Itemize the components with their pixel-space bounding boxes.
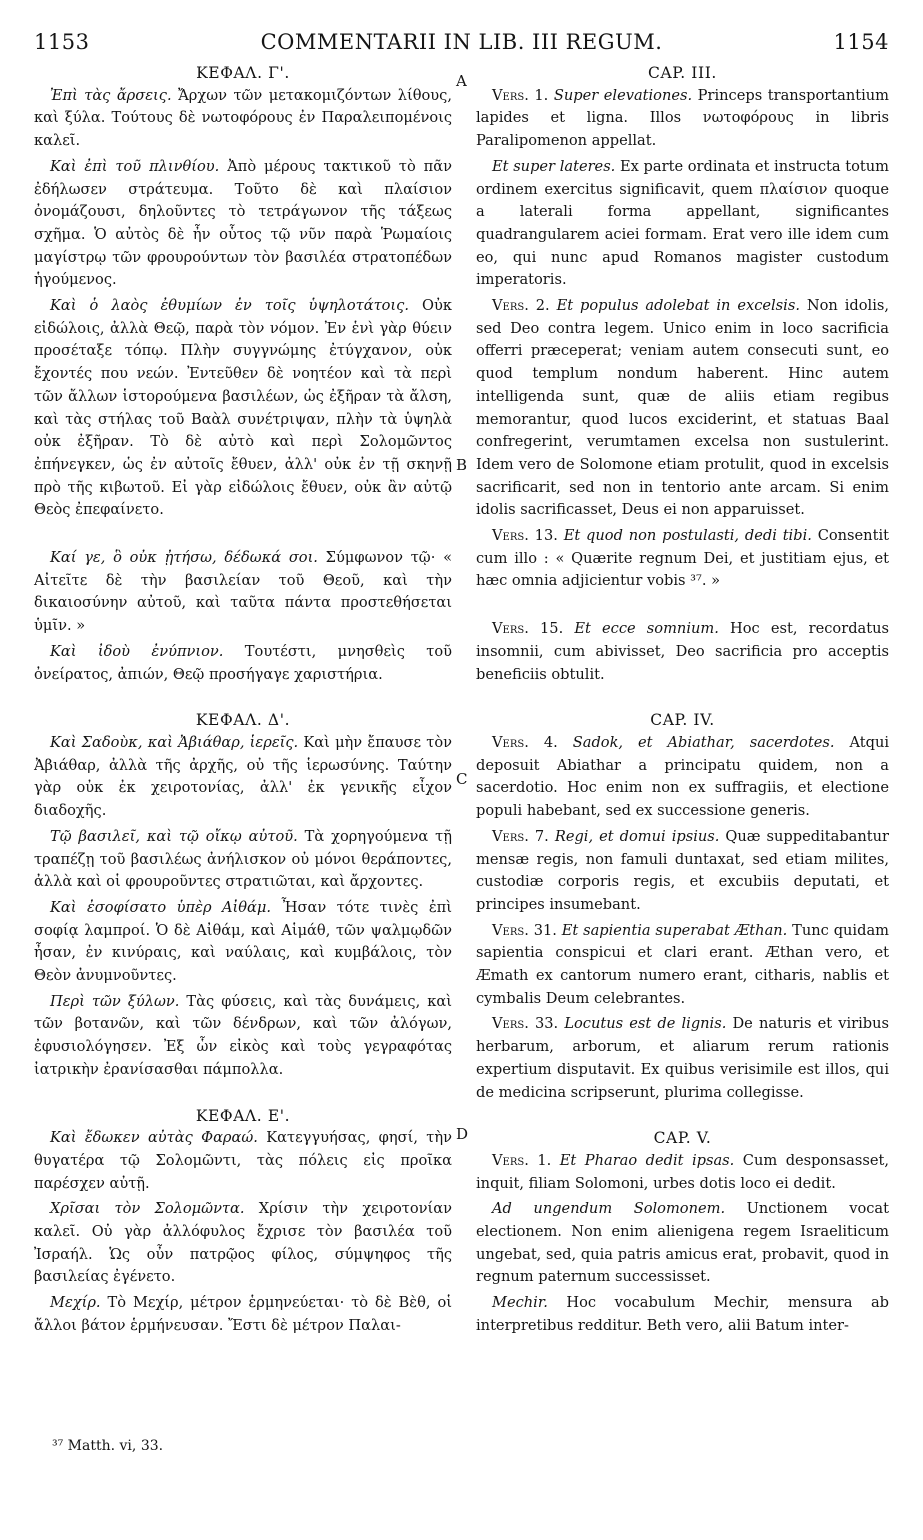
lemma: Et super lateres.: [492, 157, 616, 175]
running-title: COMMENTARII IN LIB. III REGUM.: [260, 30, 663, 54]
commentary-paragraph: [34, 1198, 452, 1289]
section-heading: ΚΕΦΑΛ. Ε'.: [195, 1106, 291, 1125]
paragraph-text: Hoc vocabulum Mechir, mensura ab interpretibus redditur. Beth vero, alii Batum inter-: [476, 1294, 889, 1334]
commentary-paragraph: [34, 991, 452, 1082]
lemma: Περὶ τῶν ξύλων.: [50, 992, 180, 1010]
commentary-paragraph: [476, 732, 889, 823]
margin-letter-b: B: [456, 456, 468, 474]
page-number-right: 1154: [833, 30, 889, 54]
commentary-paragraph: [476, 85, 889, 153]
verse-marker: Vers. 2.: [492, 297, 550, 315]
verse-marker: Vers. 1.: [492, 86, 549, 104]
verse-marker: Vers. 7.: [492, 827, 549, 845]
commentary-paragraph: [476, 826, 889, 917]
paragraph-text: Princeps transportantium lapides et ligna. Illos νωτοφόρους in libris Paralipomenon appellat.: [476, 86, 889, 150]
lemma: Καί γε, ὃ οὐκ ᾐτήσω, δέδωκά σοι.: [50, 549, 318, 567]
paragraph-text: Τὸ Μεχίρ, μέτρον ἑρμηνεύεται· τὸ δὲ Βὲθ, οἱ ἄλλοι βάτον ἑρμήνευσαν. Ἔστι δὲ μέτρον Παλαι-: [34, 1294, 452, 1334]
lemma: Et quod non postulasti, dedi tibi.: [557, 527, 812, 545]
paragraph-text: Cum desponsasset, inquit, filiam Solomoni, urbes dotis loco ei dedit.: [476, 1151, 889, 1192]
page-number-left: 1153: [34, 30, 90, 54]
lemma: Χρῖσαι τὸν Σολομῶντα.: [50, 1200, 245, 1218]
commentary-paragraph: [476, 618, 889, 686]
lemma: Καὶ ἔδωκεν αὐτὰς Φαραώ.: [50, 1129, 258, 1147]
verse-marker: Vers. 13.: [492, 527, 558, 545]
paragraph-text: Tunc quidam sapientia conspicui et clari erant. Æthan vero, et Æmath ex cantorum numero erant, citharis, nablis et cymbalis Deum celebrantes.: [476, 921, 889, 1007]
paragraph-text: Ἦσαν τότε τινὲς ἐπὶ σοφίᾳ λαμπροί. Ὁ δὲ Αἰθάμ, καὶ Αἱμάθ, τῶν ψαλμῳδῶν ἦσαν, ἐν κινύραις, καὶ ναύλαις, καὶ κυμβάλοις, τὸν Θεὸν ἀνυμνοῦντες.: [34, 898, 452, 985]
commentary-paragraph: [34, 732, 452, 823]
commentary-paragraph: [34, 85, 452, 153]
paragraph-text: Κατεγγυήσας, φησί, τὴν θυγατέρα τῷ Σολομῶντι, τὰς πόλεις εἰς προῖκα παρέσχεν αὐτῇ.: [34, 1129, 452, 1192]
lemma: Et sapientia superabat Æthan.: [556, 921, 788, 939]
lemma: Super elevationes.: [548, 86, 693, 104]
paragraph-text: Ex parte ordinata et instructa totum ordinem exercitus significavit, quem πλαίσιον quoque a laterali forma appellant, significantes quadrangularem aciei formam. Erat vero ille idem cum eo, qui nunc apud Romanos magister custodum imperatoris.: [476, 157, 890, 289]
paragraph-text: Non idolis, sed Deo contra legem. Unico enim in loco sacrificia offerri præceperat; veniam autem consecuti sunt, eo quod templum nondum haberent. Hinc autem intelligenda sunt, quæ de aliis etiam regibus memorantur, quod lucos exciderint, et statuas Baal confregerint, verumtamen excelsa non sustulerint. Idem vero de Solomone etiam protulit, quod in excelsis sacrificarit, sed non in tentorio ante arcam. Si enim idolis sacrificasset, Deus ei non apparuisset.: [476, 297, 889, 519]
running-header: [34, 30, 889, 62]
verse-marker: Vers. 1.: [492, 1151, 552, 1169]
lemma: Locutus est de lignis.: [558, 1015, 727, 1033]
lemma: Ad ungendum Solomonem.: [492, 1200, 726, 1218]
section-heading: ΚΕΦΑΛ. Γ'.: [196, 64, 290, 82]
margin-letter-c: C: [456, 770, 468, 788]
commentary-paragraph: [34, 1292, 452, 1337]
commentary-paragraph: [34, 1127, 452, 1195]
commentary-paragraph: [476, 920, 889, 1011]
paragraph-text: Τὰς φύσεις, καὶ τὰς δυνάμεις, καὶ τῶν βοτανῶν, καὶ τῶν δένδρων, καὶ τῶν ἀλόγων, ἐφυσιολόγησεν. Ἐξ ὧν εἰκὸς καὶ τοὺς γεγραφότας ἰατρικὴν ἐρανίσασθαι πάμπολλα.: [34, 992, 452, 1078]
commentary-paragraph: [476, 1198, 889, 1289]
commentary-paragraph: [476, 1150, 889, 1195]
commentary-paragraph: [476, 295, 889, 522]
lemma: Ἐπὶ τὰς ἄρσεις.: [50, 86, 172, 104]
section-heading: CAP. III.: [648, 64, 717, 82]
section-heading: ΚΕΦΑΛ. Δ'.: [195, 711, 291, 730]
lemma: Τῷ βασιλεῖ, καὶ τῷ οἴκῳ αὐτοῦ.: [50, 827, 298, 845]
section-heading: CAP. V.: [653, 1129, 712, 1148]
footnote: ³⁷ Matth. vi, 33.: [52, 1438, 164, 1454]
commentary-paragraph: [34, 826, 452, 894]
lemma: Sadok, et Abiathar, sacerdotes.: [557, 733, 835, 751]
latin-column: [476, 62, 889, 1341]
lemma: Μεχίρ.: [50, 1294, 101, 1312]
paragraph-text: Τὰ χορηγούμενα τῇ τραπέζῃ τοῦ βασιλέως ἀνήλισκον οὐ μόνοι θεράποντες, ἀλλὰ καὶ οἱ φρουροῦντες στρατιῶται, καὶ ἄρχοντες.: [34, 827, 452, 891]
paragraph-text: Χρίσιν τὴν χειροτονίαν καλεῖ. Οὐ γὰρ ἀλλόφυλος ἔχρισε τὸν βασιλέα τοῦ Ἰσραήλ. Ὡς οὖν πατρῷος φίλος, σύμψηφος τῆς βασιλείας ἐγένετο.: [34, 1200, 452, 1286]
lemma: Καὶ ἰδοὺ ἐνύπνιον.: [50, 642, 224, 660]
paragraph-text: Hoc est, recordatus insomnii, cum abivisset, Deo sacrificia pro acceptis beneficiis obtulit.: [476, 620, 889, 683]
lemma: Et populus adolebat in excelsis.: [549, 297, 800, 315]
lemma: Et Pharao dedit ipsas.: [551, 1151, 735, 1169]
verse-marker: Vers. 15.: [492, 620, 564, 638]
commentary-paragraph: [476, 1292, 889, 1337]
paragraph-text: Consentit cum illo : « Quærite regnum Dei, et justitiam ejus, et hæc omnia adjicientur vobis ³⁷. »: [476, 527, 889, 590]
margin-letter-d: D: [456, 1125, 469, 1143]
lemma: Mechir.: [492, 1294, 548, 1312]
commentary-paragraph: [34, 156, 452, 292]
lemma: Καὶ ἐπὶ τοῦ πλινθίου.: [50, 157, 220, 175]
paragraph-text: Ἄρχων τῶν μετακομιζόντων λίθους, καὶ ξύλα. Τούτους δὲ νωτοφόρους ἐν Παραλειπομένοις καλεῖ.: [34, 86, 452, 150]
lemma: Et ecce somnium.: [563, 620, 719, 638]
commentary-paragraph: [476, 1013, 889, 1104]
section-heading: CAP. IV.: [650, 711, 715, 730]
commentary-paragraph: [476, 156, 889, 292]
lemma: Καὶ ὁ λαὸς ἐθυμίων ἐν τοῖς ὑψηλοτάτοις.: [50, 297, 409, 315]
paragraph-text: Atqui deposuit Abiathar a principatu quidem, non a sacerdotio. Hoc enim non ex suffragiis, et electione populi habebant, sed ex successione generis.: [476, 733, 890, 820]
greek-column: [34, 62, 452, 1341]
verse-marker: Vers. 31.: [492, 921, 557, 939]
commentary-paragraph: [476, 525, 889, 593]
paragraph-text: Unctionem vocat electionem. Non enim alienigena regem Israeliticum ungebat, sed, quia patris amicus erat, probavit, quod in regnum paternum successisset.: [476, 1200, 889, 1286]
paragraph-text: Καὶ μὴν ἔπαυσε τὸν Ἀβιάθαρ, ἀλλὰ τῆς ἀρχῆς, οὐ τῆς ἱερωσύνης. Ταύτην γὰρ οὐκ ἐκ χειροτονίας, ἀλλ' ἐκ γενικῆς εἶχον διαδοχῆς.: [34, 733, 452, 820]
commentary-paragraph: [34, 641, 452, 686]
commentary-paragraph: [34, 295, 452, 522]
paragraph-text: Quæ suppeditabantur mensæ regis, non famuli duntaxat, sed etiam milites, custodiæ corporis regis, et excubiis deputati, et principes insumebant.: [476, 827, 889, 913]
lemma: Regi, et domui ipsius.: [548, 827, 720, 845]
commentary-paragraph: [34, 547, 452, 638]
lemma: Καὶ ἐσοφίσατο ὑπὲρ Αἰθάμ.: [50, 898, 272, 916]
lemma: Καὶ Σαδοὺκ, καὶ Ἀβιάθαρ, ἱερεῖς.: [50, 733, 299, 751]
verse-marker: Vers. 33.: [492, 1015, 559, 1033]
commentary-paragraph: [34, 897, 452, 988]
margin-letter-a: A: [456, 72, 467, 90]
paragraph-text: Τουτέστι, μνησθεὶς τοῦ ὀνείρατος, ἀπιών, Θεῷ προσήγαγε χαριστήρια.: [34, 642, 452, 683]
paragraph-text: Οὐκ εἰδώλοις, ἀλλὰ Θεῷ, παρὰ τὸν νόμον. Ἐν ἑνὶ γὰρ θύειν προσέταξε τόπῳ. Πλὴν συγγνώμης ἐτύγχανον, οὐκ ἔχοντές που νεών. Ἐντεῦθεν δὲ νοητέον καὶ τὰ περὶ τῶν ἄλλων ἱστορούμενα βασιλέων, ὡς ἐξῆραν τὰ ἄλση, καὶ τὰς στήλας τοῦ Βαὰλ συνέτριψαν, πλὴν τὰ ὑψηλὰ οὐκ ἐξῆραν. Τὸ δὲ αὐτὸ καὶ περὶ Σολομῶντος ἐπήνεγκεν, ὡς ἐν αὐτοῖς ἔθυεν, ἀλλ' οὐκ ἐν τῇ σκηνῇ πρὸ τῆς κιβωτοῦ. Εἰ γὰρ εἰδώλοις ἔθυεν, οὐκ ἂν αὐτῷ Θεὸς ἐπεφαίνετο.: [34, 297, 452, 519]
paragraph-text: Ἀπὸ μέρους τακτικοῦ τὸ πᾶν ἐδήλωσεν στράτευμα. Τοῦτο δὲ καὶ πλαίσιον ὀνομάζουσι, δηλοῦντες τὸ τετράγωνον τῆς τάξεως σχῆμα. Ὁ αὐτὸς δὲ ἦν οὗτος τῷ νῦν παρὰ Ῥωμαίοις μαγίστρῳ τῶν φρουρούντων τὸν βασιλέα στρατοπέδων ἡγούμενος.: [34, 157, 453, 289]
paragraph-text: Σύμφωνον τῷ· « Αἰτεῖτε δὲ τὴν βασιλείαν τοῦ Θεοῦ, καὶ τὴν δικαιοσύνην αὐτοῦ, καὶ ταῦτα πάντα προστεθήσεται ὑμῖν. »: [34, 549, 452, 635]
verse-marker: Vers. 4.: [492, 733, 558, 751]
paragraph-text: De naturis et viribus herbarum, arborum, et aliarum rerum rationis expertium disputavit. Ex quibus verisimile est illos, qui de medicina scripserunt, plurima collegisse.: [476, 1015, 889, 1101]
